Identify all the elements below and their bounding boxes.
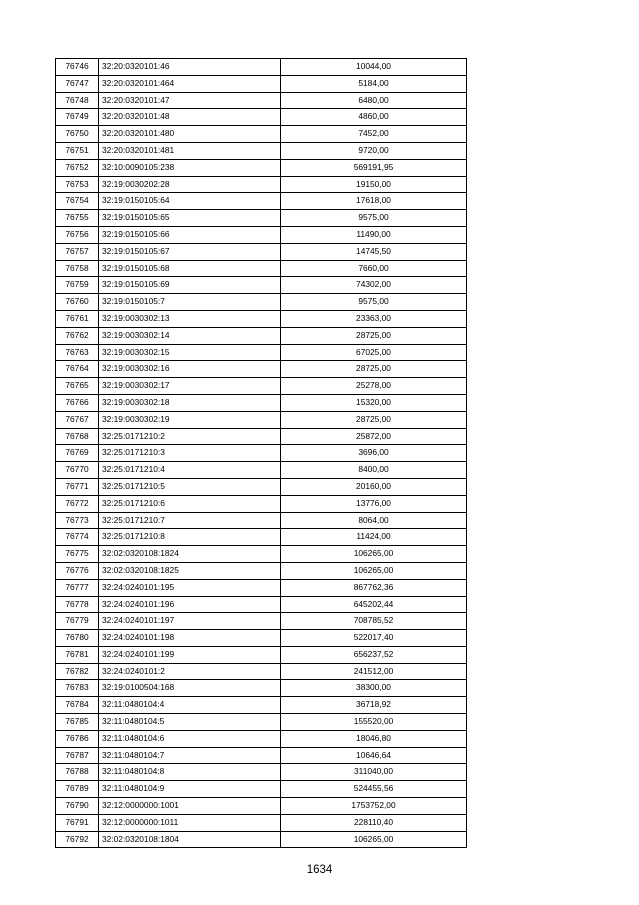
cadastral-code-cell: 32:25:0171210:2 [99,428,281,445]
cadastral-code-cell: 32:20:0320101:46 [99,59,281,76]
value-cell: 28725,00 [281,361,467,378]
row-number-cell: 76764 [56,361,99,378]
table-row [56,562,467,579]
cadastral-code-cell: 32:25:0171210:7 [99,512,281,529]
row-number-cell: 76785 [56,714,99,731]
value-cell: 522017,40 [281,630,467,647]
value-cell: 10646,64 [281,747,467,764]
cadastral-code-cell: 32:19:0150105:69 [99,277,281,294]
value-cell: 9575,00 [281,210,467,227]
row-number-cell: 76747 [56,75,99,92]
value-cell: 11424,00 [281,529,467,546]
row-number-cell: 76756 [56,226,99,243]
value-cell: 7660,00 [281,260,467,277]
cadastral-code-cell: 32:19:0030302:15 [99,344,281,361]
value-cell: 106265,00 [281,831,467,848]
cadastral-code-cell: 32:19:0030302:19 [99,411,281,428]
table-row [56,478,467,495]
row-number-cell: 76750 [56,126,99,143]
row-number-cell: 76778 [56,596,99,613]
value-cell: 228110,40 [281,814,467,831]
cadastral-code-cell: 32:19:0100504:168 [99,680,281,697]
cadastral-code-cell: 32:19:0030302:17 [99,378,281,395]
cadastral-code-cell: 32:20:0320101:481 [99,142,281,159]
cadastral-code-cell: 32:19:0030302:13 [99,310,281,327]
value-cell: 38300,00 [281,680,467,697]
row-number-cell: 76789 [56,781,99,798]
table-row [56,596,467,613]
row-number-cell: 76762 [56,327,99,344]
row-number-cell: 76761 [56,310,99,327]
row-number-cell: 76790 [56,798,99,815]
table-row [56,512,467,529]
row-number-cell: 76774 [56,529,99,546]
table-row [56,260,467,277]
cadastral-code-cell: 32:24:0240101:197 [99,613,281,630]
table-row [56,781,467,798]
cadastral-code-cell: 32:24:0240101:195 [99,579,281,596]
cadastral-code-cell: 32:12:0000000:1011 [99,814,281,831]
cadastral-code-cell: 32:25:0171210:3 [99,445,281,462]
value-cell: 14745,50 [281,243,467,260]
row-number-cell: 76751 [56,142,99,159]
row-number-cell: 76766 [56,394,99,411]
cadastral-code-cell: 32:02:0320108:1825 [99,562,281,579]
cadastral-code-cell: 32:19:0150105:64 [99,193,281,210]
value-cell: 155520,00 [281,714,467,731]
table-row [56,210,467,227]
row-number-cell: 76779 [56,613,99,630]
table-row [56,344,467,361]
cadastral-code-cell: 32:11:0480104:4 [99,697,281,714]
value-cell: 6480,00 [281,92,467,109]
value-cell: 11490,00 [281,226,467,243]
table-row [56,764,467,781]
value-cell: 20160,00 [281,478,467,495]
value-cell: 74302,00 [281,277,467,294]
row-number-cell: 76763 [56,344,99,361]
table-row [56,294,467,311]
cadastral-code-cell: 32:12:0000000:1001 [99,798,281,815]
table-row [56,814,467,831]
row-number-cell: 76780 [56,630,99,647]
table-row [56,529,467,546]
table-row [56,428,467,445]
cadastral-code-cell: 32:24:0240101:2 [99,663,281,680]
cadastral-code-cell: 32:24:0240101:199 [99,646,281,663]
cadastral-code-cell: 32:20:0320101:47 [99,92,281,109]
table-row [56,75,467,92]
cadastral-code-cell: 32:20:0320101:480 [99,126,281,143]
table-row [56,697,467,714]
value-cell: 25872,00 [281,428,467,445]
page-number: 1634 [306,864,333,876]
row-number-cell: 76786 [56,730,99,747]
cadastral-code-cell: 32:19:0150105:68 [99,260,281,277]
cadastral-code-cell: 32:19:0150105:65 [99,210,281,227]
cadastral-code-cell: 32:11:0480104:9 [99,781,281,798]
table-row [56,243,467,260]
table-row [56,798,467,815]
table-row [56,646,467,663]
value-cell: 708785,52 [281,613,467,630]
row-number-cell: 76770 [56,462,99,479]
row-number-cell: 76746 [56,59,99,76]
value-cell: 8400,00 [281,462,467,479]
cadastral-code-cell: 32:19:0150105:7 [99,294,281,311]
row-number-cell: 76773 [56,512,99,529]
table-row [56,630,467,647]
value-cell: 28725,00 [281,327,467,344]
value-cell: 645202,44 [281,596,467,613]
table-row [56,159,467,176]
row-number-cell: 76753 [56,176,99,193]
cadastral-code-cell: 32:11:0480104:5 [99,714,281,731]
row-number-cell: 76769 [56,445,99,462]
cadastral-code-cell: 32:20:0320101:48 [99,109,281,126]
table-row [56,579,467,596]
row-number-cell: 76768 [56,428,99,445]
row-number-cell: 76776 [56,562,99,579]
row-number-cell: 76772 [56,495,99,512]
row-number-cell: 76754 [56,193,99,210]
table-row [56,59,467,76]
cadastral-code-cell: 32:20:0320101:464 [99,75,281,92]
cadastral-code-cell: 32:25:0171210:8 [99,529,281,546]
table-row [56,831,467,848]
cadastral-code-cell: 32:25:0171210:5 [99,478,281,495]
table-row [56,126,467,143]
value-cell: 25278,00 [281,378,467,395]
row-number-cell: 76771 [56,478,99,495]
row-number-cell: 76784 [56,697,99,714]
cadastral-code-cell: 32:11:0480104:6 [99,730,281,747]
table-row [56,310,467,327]
value-cell: 19150,00 [281,176,467,193]
value-cell: 9575,00 [281,294,467,311]
cadastral-code-cell: 32:24:0240101:198 [99,630,281,647]
row-number-cell: 76749 [56,109,99,126]
row-number-cell: 76752 [56,159,99,176]
cadastral-code-cell: 32:02:0320108:1804 [99,831,281,848]
cadastral-code-cell: 32:24:0240101:196 [99,596,281,613]
table-row [56,361,467,378]
cadastral-code-cell: 32:11:0480104:8 [99,764,281,781]
value-cell: 106265,00 [281,562,467,579]
value-cell: 36718,92 [281,697,467,714]
cadastral-code-cell: 32:19:0030202:28 [99,176,281,193]
value-cell: 106265,00 [281,546,467,563]
value-cell: 8064,00 [281,512,467,529]
table-row [56,495,467,512]
table-row [56,445,467,462]
value-cell: 311040,00 [281,764,467,781]
table-row [56,92,467,109]
table-body [56,59,467,848]
row-number-cell: 76783 [56,680,99,697]
value-cell: 17618,00 [281,193,467,210]
row-number-cell: 76781 [56,646,99,663]
value-cell: 13776,00 [281,495,467,512]
cadastral-code-cell: 32:19:0150105:66 [99,226,281,243]
value-cell: 23363,00 [281,310,467,327]
row-number-cell: 76782 [56,663,99,680]
cadastral-code-cell: 32:25:0171210:4 [99,462,281,479]
table-row [56,378,467,395]
table-row [56,680,467,697]
row-number-cell: 76787 [56,747,99,764]
value-cell: 867762,36 [281,579,467,596]
row-number-cell: 76757 [56,243,99,260]
row-number-cell: 76767 [56,411,99,428]
cadastral-code-cell: 32:02:0320108:1824 [99,546,281,563]
table-row [56,226,467,243]
table-row [56,730,467,747]
value-cell: 524455,56 [281,781,467,798]
row-number-cell: 76755 [56,210,99,227]
value-cell: 18046,80 [281,730,467,747]
value-cell: 241512,00 [281,663,467,680]
value-cell: 7452,00 [281,126,467,143]
table-row [56,663,467,680]
value-cell: 5184,00 [281,75,467,92]
cadastral-code-cell: 32:19:0030302:18 [99,394,281,411]
table-row [56,109,467,126]
value-cell: 4860,00 [281,109,467,126]
value-cell: 28725,00 [281,411,467,428]
value-cell: 569191,95 [281,159,467,176]
value-cell: 9720,00 [281,142,467,159]
row-number-cell: 76777 [56,579,99,596]
table-row [56,411,467,428]
table-row [56,327,467,344]
table-row [56,747,467,764]
row-number-cell: 76748 [56,92,99,109]
table-row [56,193,467,210]
row-number-cell: 76765 [56,378,99,395]
row-number-cell: 76792 [56,831,99,848]
cadastral-code-cell: 32:19:0030302:14 [99,327,281,344]
cadastral-code-cell: 32:10:0090105:238 [99,159,281,176]
table-row [56,714,467,731]
registry-table [55,58,467,848]
value-cell: 1753752,00 [281,798,467,815]
table-row [56,613,467,630]
value-cell: 67025,00 [281,344,467,361]
cadastral-code-cell: 32:11:0480104:7 [99,747,281,764]
cadastral-code-cell: 32:19:0150105:67 [99,243,281,260]
row-number-cell: 76760 [56,294,99,311]
row-number-cell: 76788 [56,764,99,781]
table-row [56,546,467,563]
value-cell: 656237,52 [281,646,467,663]
row-number-cell: 76758 [56,260,99,277]
row-number-cell: 76759 [56,277,99,294]
value-cell: 3696,00 [281,445,467,462]
cadastral-code-cell: 32:19:0030302:16 [99,361,281,378]
table-row [56,176,467,193]
value-cell: 10044,00 [281,59,467,76]
table-row [56,394,467,411]
table-row [56,277,467,294]
row-number-cell: 76791 [56,814,99,831]
table-row [56,142,467,159]
table-row [56,462,467,479]
row-number-cell: 76775 [56,546,99,563]
cadastral-code-cell: 32:25:0171210:6 [99,495,281,512]
value-cell: 15320,00 [281,394,467,411]
